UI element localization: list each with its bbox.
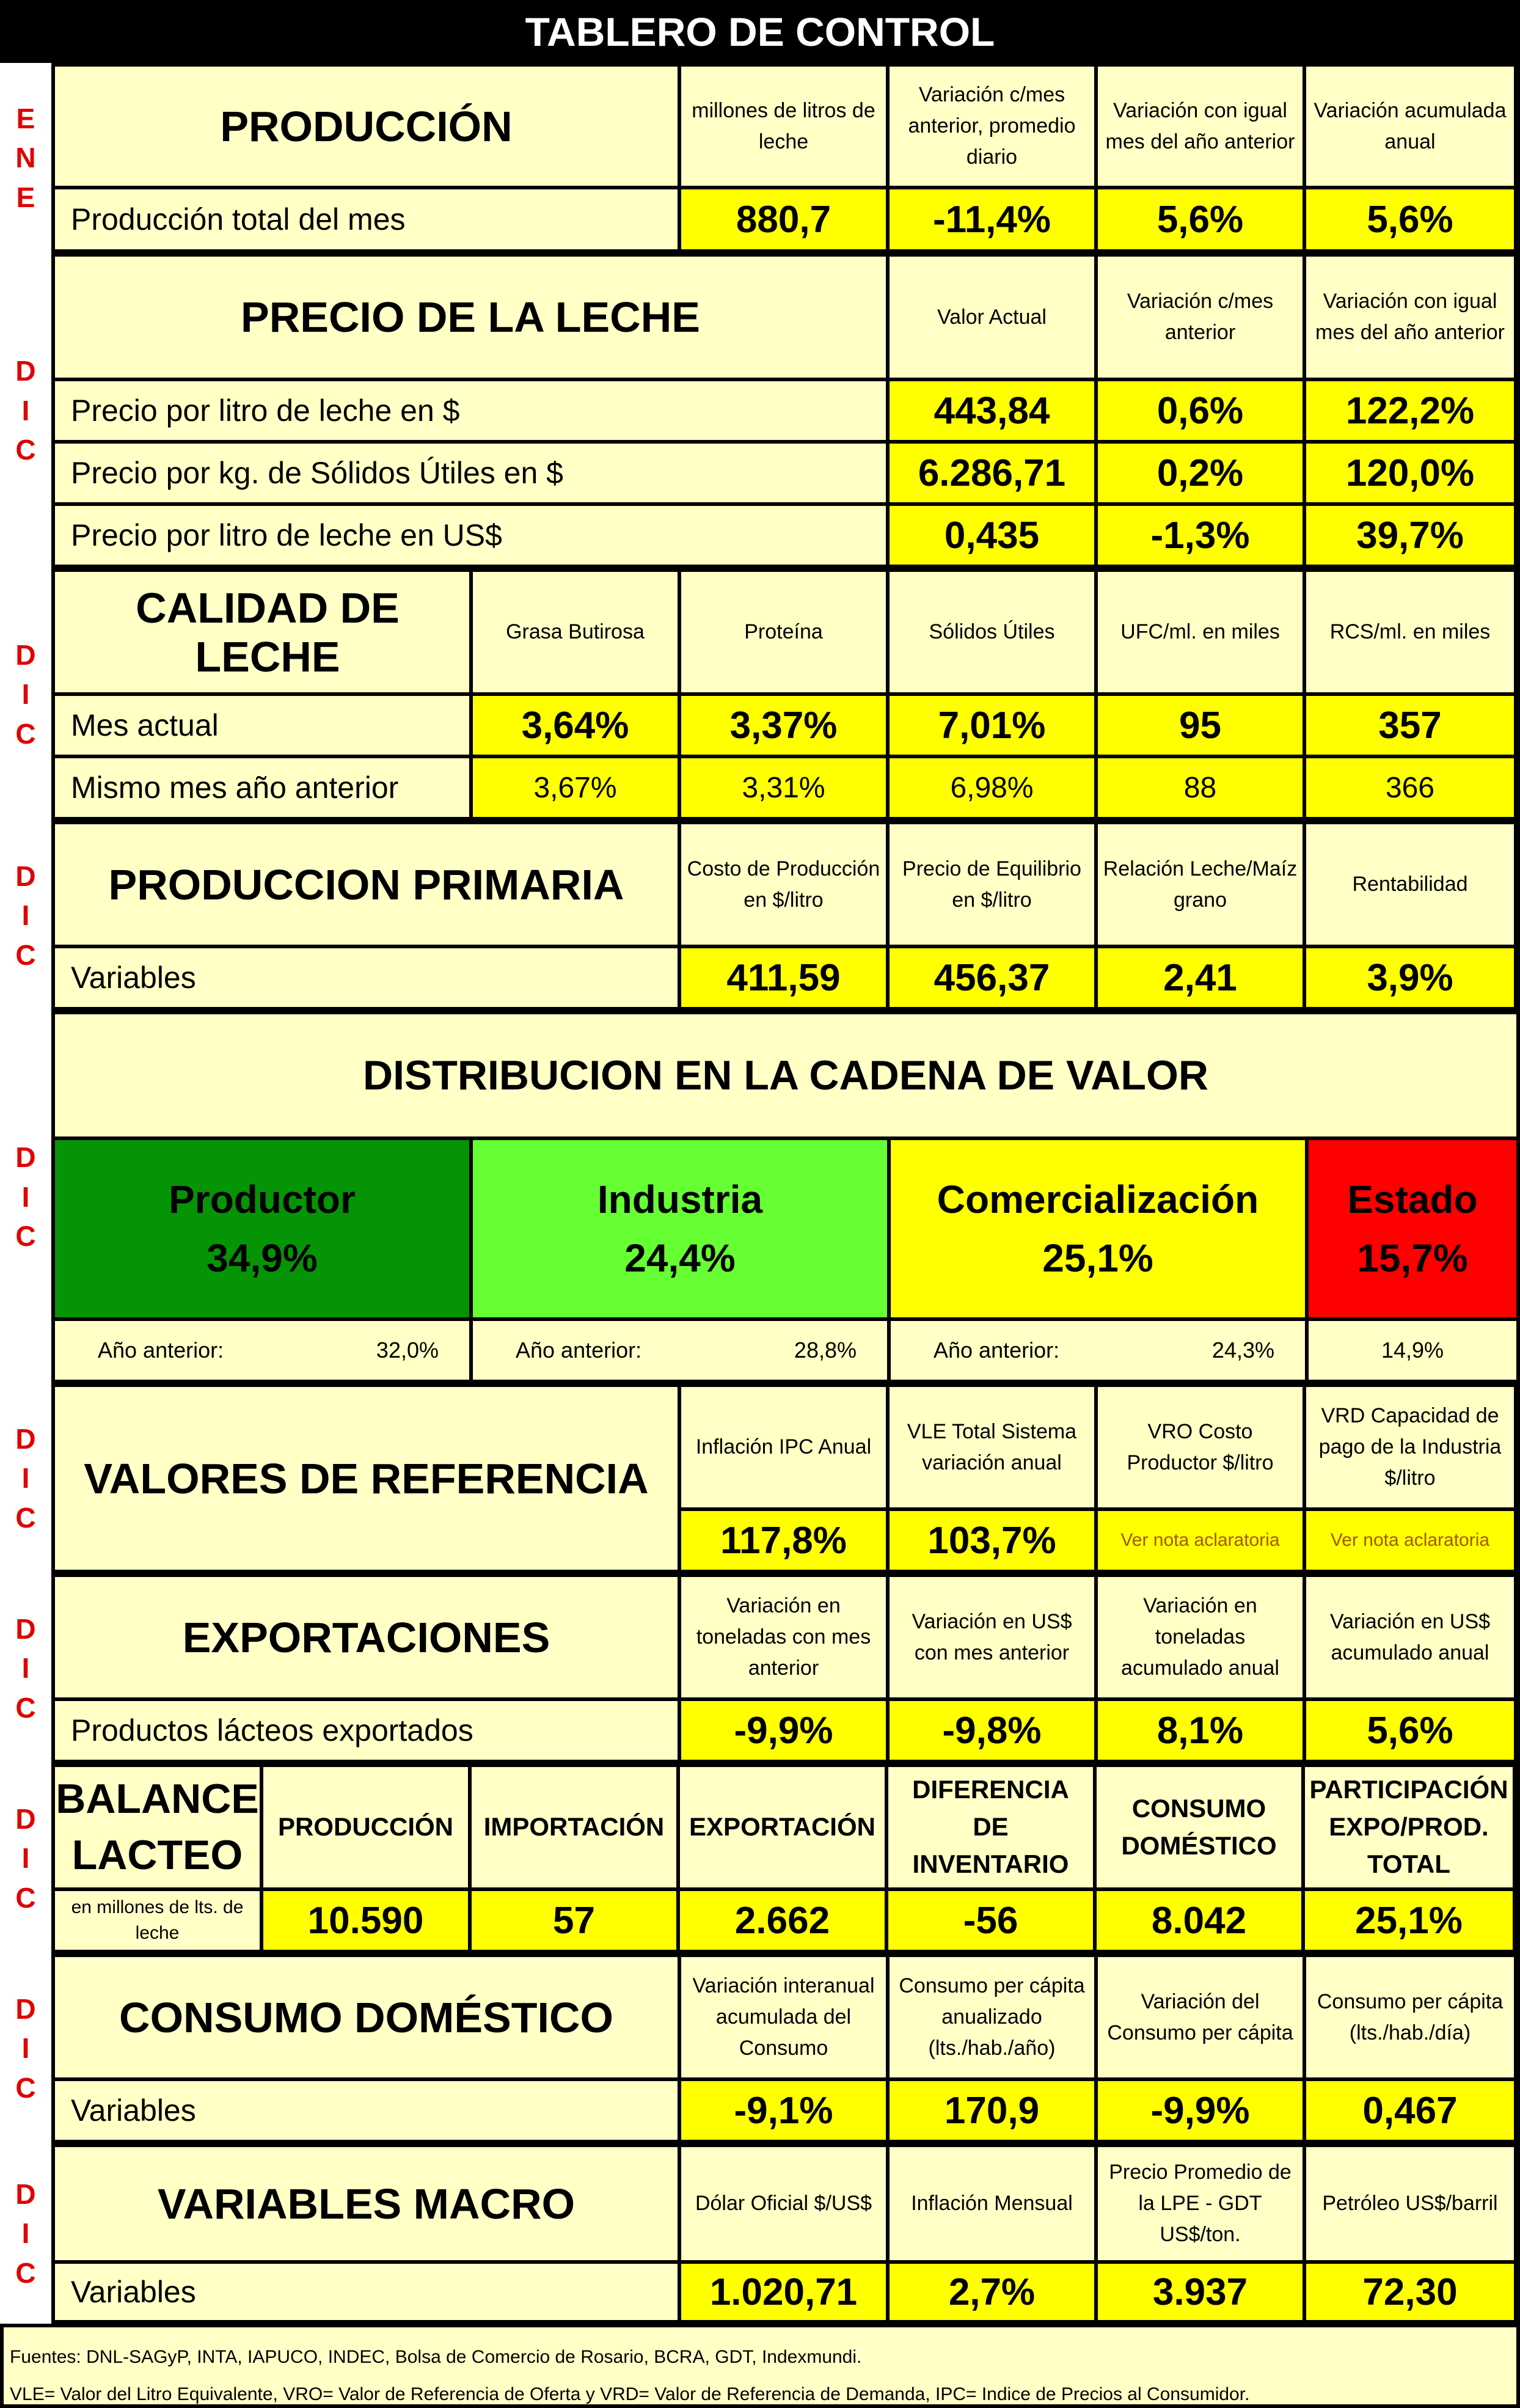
- col-header: Sólidos Útiles: [890, 572, 1094, 692]
- col-header: Dólar Oficial $/US$: [681, 2147, 886, 2260]
- col-header: VRD Capacidad de pago de la Industria $/litro: [1306, 1387, 1514, 1507]
- row-label: Variables: [55, 948, 678, 1007]
- col-header: Variación del Consumo per cápita: [1098, 1957, 1303, 2077]
- value-cell: 0,2%: [1098, 444, 1303, 502]
- row-label: Precio por litro de leche en US$: [55, 506, 886, 565]
- previous-year-industria: Año anterior: 28,8%: [473, 1321, 887, 1380]
- value-cell: 456,37: [890, 948, 1094, 1007]
- value-cell: 120,0%: [1306, 444, 1514, 502]
- value-cell: -56: [888, 1891, 1093, 1950]
- value-cell: 3,37%: [681, 696, 886, 755]
- value-cell: 103,7%: [890, 1511, 1094, 1570]
- section-title: BALANCE LACTEO: [55, 1767, 260, 1887]
- col-header: Relación Leche/Maíz grano: [1098, 824, 1303, 945]
- col-header: Consumo per cápita (lts./hab./día): [1306, 1957, 1514, 2077]
- col-header: Variación c/mes anterior, promedio diario: [890, 67, 1094, 186]
- value-cell: 39,7%: [1306, 506, 1514, 565]
- value-cell: -9,1%: [681, 2081, 886, 2140]
- col-header: Grasa Butirosa: [473, 572, 678, 692]
- section-produccion-primaria: [0, 821, 1520, 1011]
- footer-notes: [0, 2324, 1520, 2408]
- value-cell: -1,3%: [1098, 506, 1303, 565]
- section-title: VALORES DE REFERENCIA: [55, 1387, 678, 1570]
- col-header: IMPORTACIÓN: [472, 1767, 676, 1887]
- value-cell: 7,01%: [890, 696, 1094, 755]
- section-exportaciones: [0, 1573, 1520, 1763]
- section-title: CALIDAD DE LECHE: [55, 572, 469, 692]
- row-label: Precio por litro de leche en $: [55, 381, 886, 440]
- month-label: D I C: [0, 568, 51, 821]
- section-title: PRODUCCION PRIMARIA: [55, 824, 678, 945]
- value-cell: 366: [1306, 758, 1514, 817]
- section-consumo-domestico: [0, 1953, 1520, 2143]
- value-cell: 411,59: [681, 948, 886, 1007]
- col-header: Precio de Equilibrio en $/litro: [890, 824, 1094, 945]
- col-header: CONSUMO DOMÉSTICO: [1097, 1767, 1301, 1887]
- value-cell: 2,7%: [890, 2264, 1094, 2320]
- section-variables-macro: [0, 2143, 1520, 2324]
- value-cell: 72,30: [1306, 2264, 1514, 2320]
- month-label: D I C: [0, 2143, 51, 2324]
- share-estado: Estado 15,7%: [1309, 1140, 1516, 1317]
- value-cell: 0,467: [1306, 2081, 1514, 2140]
- month-label: E N E: [0, 63, 51, 253]
- col-header: Consumo per cápita anualizado (lts./hab./año): [890, 1957, 1094, 2077]
- value-cell: 443,84: [890, 381, 1094, 440]
- section-precio: [0, 253, 1520, 568]
- section-title: PRODUCCIÓN: [55, 67, 678, 186]
- row-label: Producción total del mes: [55, 189, 678, 249]
- share-productor: Productor 34,9%: [55, 1140, 469, 1317]
- col-header: Variación acumulada anual: [1306, 67, 1514, 186]
- col-header: VRO Costo Productor $/litro: [1098, 1387, 1303, 1507]
- note-link[interactable]: Ver nota aclaratoria: [1306, 1511, 1514, 1570]
- value-cell: 10.590: [263, 1891, 468, 1950]
- col-header: Variación con igual mes del año anterior: [1306, 257, 1514, 378]
- col-header: Variación en US$ con mes anterior: [890, 1577, 1094, 1697]
- sources-note: Fuentes: DNL-SAGyP, INTA, IAPUCO, INDEC, Bolsa de Comercio de Rosario, BCRA, GDT, Indexmundi.: [10, 2347, 862, 2367]
- col-header: EXPORTACIÓN: [680, 1767, 885, 1887]
- col-header: Precio Promedio de la LPE - GDT US$/ton.: [1098, 2147, 1303, 2260]
- col-header: VLE Total Sistema variación anual: [890, 1387, 1094, 1507]
- col-header: RCS/ml. en miles: [1306, 572, 1514, 692]
- value-cell: 88: [1098, 758, 1303, 817]
- value-cell: 2,41: [1098, 948, 1303, 1007]
- col-header: millones de litros de leche: [681, 67, 886, 186]
- previous-year-comercializacion: Año anterior: 24,3%: [891, 1321, 1305, 1380]
- value-cell: 8,1%: [1098, 1701, 1303, 1760]
- value-cell: -9,9%: [1098, 2081, 1303, 2140]
- col-header: Variación con igual mes del año anterior: [1098, 67, 1303, 186]
- section-produccion: [0, 63, 1520, 253]
- value-cell: 1.020,71: [681, 2264, 886, 2320]
- month-label: D I C: [0, 821, 51, 1011]
- value-cell: 880,7: [681, 189, 886, 249]
- row-label: Precio por kg. de Sólidos Útiles en $: [55, 444, 886, 502]
- col-header: Variación c/mes anterior: [1098, 257, 1303, 378]
- col-header: Rentabilidad: [1306, 824, 1514, 945]
- row-label: Variables: [55, 2264, 678, 2320]
- section-title: DISTRIBUCION EN LA CADENA DE VALOR: [55, 1014, 1516, 1136]
- row-label: Productos lácteos exportados: [55, 1701, 678, 1760]
- section-title: PRECIO DE LA LECHE: [55, 257, 886, 378]
- col-header: Variación en US$ acumulado anual: [1306, 1577, 1514, 1697]
- unit-label: en millones de lts. de leche: [55, 1891, 260, 1950]
- value-cell: 117,8%: [681, 1511, 886, 1570]
- share-comercializacion: Comercialización 25,1%: [891, 1140, 1305, 1317]
- value-cell: 5,6%: [1098, 189, 1303, 249]
- value-cell: 5,6%: [1306, 1701, 1514, 1760]
- col-header: Costo de Producción en $/litro: [681, 824, 886, 945]
- col-header: PARTICIPACIÓN EXPO/PROD. TOTAL: [1305, 1767, 1513, 1887]
- value-cell: 0,435: [890, 506, 1094, 565]
- value-cell: 2.662: [680, 1891, 885, 1950]
- value-cell: 6.286,71: [890, 444, 1094, 502]
- glossary-note: VLE= Valor del Litro Equivalente, VRO= Valor de Referencia de Oferta y VRD= Valor de Referencia de Demanda, IPC= Indice de Precios al Consumidor.: [10, 2384, 1250, 2404]
- value-cell: -9,8%: [890, 1701, 1094, 1760]
- value-cell: 357: [1306, 696, 1514, 755]
- value-cell: 3,64%: [473, 696, 678, 755]
- section-valores-referencia: [0, 1383, 1520, 1573]
- col-header: Variación en toneladas acumulado anual: [1098, 1577, 1303, 1697]
- value-cell: 3.937: [1098, 2264, 1303, 2320]
- section-distribucion: [0, 1011, 1520, 1383]
- value-cell: 6,98%: [890, 758, 1094, 817]
- value-cell: 57: [472, 1891, 676, 1950]
- value-cell: -9,9%: [681, 1701, 886, 1760]
- value-cell: 25,1%: [1305, 1891, 1513, 1950]
- value-cell: 170,9: [890, 2081, 1094, 2140]
- col-header: Valor Actual: [890, 257, 1094, 378]
- month-label: D I C: [0, 1763, 51, 1953]
- value-cell: 95: [1098, 696, 1303, 755]
- col-header: PRODUCCIÓN: [263, 1767, 468, 1887]
- col-header: Proteína: [681, 572, 886, 692]
- section-title: VARIABLES MACRO: [55, 2147, 678, 2260]
- value-cell: 0,6%: [1098, 381, 1303, 440]
- col-header: Variación interanual acumulada del Consumo: [681, 1957, 886, 2077]
- month-label: D I C: [0, 1383, 51, 1573]
- month-label: D I C: [0, 253, 51, 568]
- dashboard-title: TABLERO DE CONTROL: [0, 0, 1520, 63]
- value-cell: 5,6%: [1306, 189, 1514, 249]
- value-cell: 122,2%: [1306, 381, 1514, 440]
- value-cell: 3,31%: [681, 758, 886, 817]
- row-label: Mes actual: [55, 696, 469, 755]
- col-header: Variación en toneladas con mes anterior: [681, 1577, 886, 1697]
- month-label: D I C: [0, 1953, 51, 2143]
- col-header: DIFERENCIA DE INVENTARIO: [888, 1767, 1093, 1887]
- section-title: EXPORTACIONES: [55, 1577, 678, 1697]
- row-label: Variables: [55, 2081, 678, 2140]
- col-header: Inflación Mensual: [890, 2147, 1094, 2260]
- section-title: CONSUMO DOMÉSTICO: [55, 1957, 678, 2077]
- value-cell: 8.042: [1097, 1891, 1301, 1950]
- row-label: Mismo mes año anterior: [55, 758, 469, 817]
- section-calidad: [0, 568, 1520, 821]
- share-industria: Industria 24,4%: [473, 1140, 887, 1317]
- previous-year-estado: 14,9%: [1309, 1321, 1516, 1380]
- section-balance-lacteo: [0, 1763, 1520, 1953]
- col-header: UFC/ml. en miles: [1098, 572, 1303, 692]
- value-cell: 3,67%: [473, 758, 678, 817]
- col-header: Inflación IPC Anual: [681, 1387, 886, 1507]
- month-label: D I C: [0, 1011, 51, 1383]
- note-link[interactable]: Ver nota aclaratoria: [1098, 1511, 1303, 1570]
- value-cell: 3,9%: [1306, 948, 1514, 1007]
- value-cell: -11,4%: [890, 189, 1094, 249]
- month-label: D I C: [0, 1573, 51, 1763]
- col-header: Petróleo US$/barril: [1306, 2147, 1514, 2260]
- previous-year-productor: Año anterior: 32,0%: [55, 1321, 469, 1380]
